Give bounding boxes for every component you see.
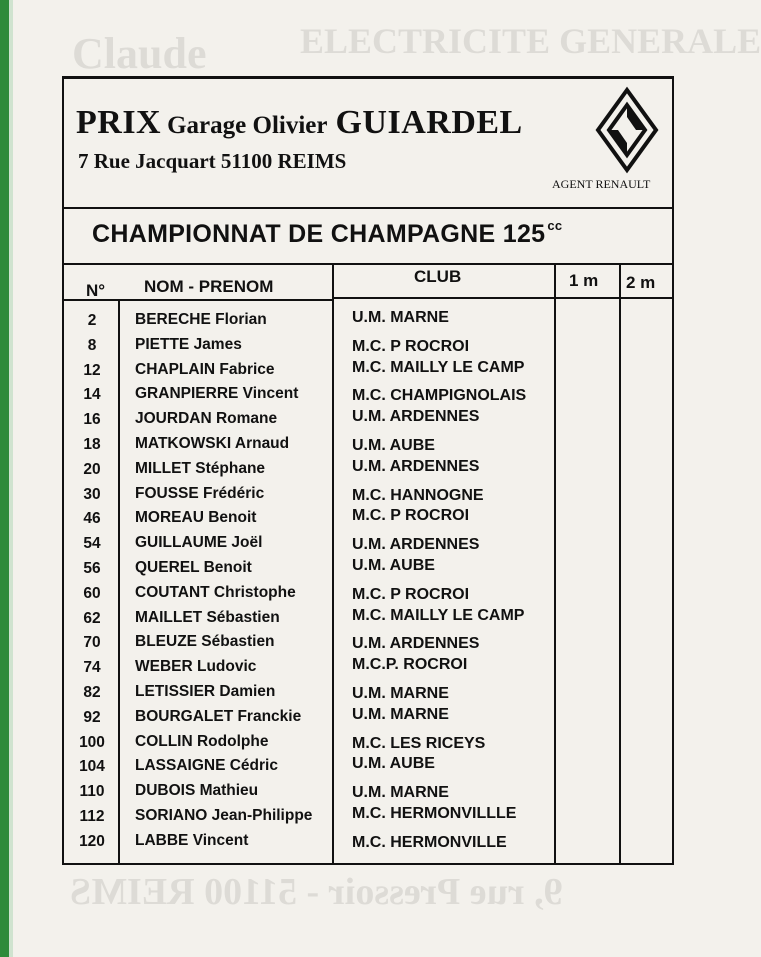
table-row xyxy=(64,485,672,509)
entry-name: MAILLET Sébastien xyxy=(135,609,280,626)
entry-num: 74 xyxy=(83,659,101,676)
entry-num: 110 xyxy=(79,783,105,800)
entry-name: CHAPLAIN Fabrice xyxy=(135,361,275,378)
engine-unit: cc xyxy=(547,218,563,233)
entry-num: 60 xyxy=(83,585,101,602)
table-row xyxy=(64,757,672,781)
entry-num: 104 xyxy=(79,758,105,775)
table-row xyxy=(64,559,672,583)
header-rule-right xyxy=(334,297,672,299)
table-row xyxy=(64,633,672,657)
entry-name: COUTANT Christophe xyxy=(135,584,296,601)
entry-club: U.M. MARNE xyxy=(352,309,449,326)
entry-club: U.M. MARNE xyxy=(352,784,449,801)
page-edge xyxy=(0,0,9,957)
table-row xyxy=(64,435,672,459)
entry-name: JOURDAN Romane xyxy=(135,410,278,427)
entry-name: GRANPIERRE Vincent xyxy=(135,385,299,402)
table-row xyxy=(64,609,672,633)
table-row xyxy=(64,361,672,385)
entry-club: M.C. LES RICEYS xyxy=(352,735,486,752)
table-row xyxy=(64,509,672,533)
show-through-bottom-ad: 9, rue Pressoir - 51100 REIMS xyxy=(70,871,563,913)
entry-club: M.C. P ROCROI xyxy=(352,338,470,355)
entry-club: M.C. HERMONVILLE xyxy=(352,834,507,851)
entry-club: M.C. MAILLY LE CAMP xyxy=(352,359,525,376)
entry-num: 2 xyxy=(87,312,97,329)
show-through-top-ad: ELECTRICITE GENERALE xyxy=(300,21,761,61)
entry-num: 82 xyxy=(83,684,101,701)
table-row xyxy=(64,584,672,608)
entry-club: U.M. ARDENNES xyxy=(352,635,480,652)
entry-num: 54 xyxy=(83,535,101,552)
entry-club: U.M. AUBE xyxy=(352,437,435,454)
entry-name: BERECHE Florian xyxy=(135,311,267,328)
entry-name: BLEUZE Sébastien xyxy=(135,633,275,650)
entry-num: 100 xyxy=(79,734,105,751)
entry-club: M.C. HERMONVILLLE xyxy=(352,805,517,822)
entry-club: U.M. AUBE xyxy=(352,557,435,574)
table-row xyxy=(64,534,672,558)
entry-club: M.C. P ROCROI xyxy=(352,507,470,524)
entry-name: PIETTE James xyxy=(135,336,242,353)
table-row xyxy=(64,460,672,484)
entry-name: QUEREL Benoit xyxy=(135,559,252,576)
entry-club: M.C. CHAMPIGNOLAIS xyxy=(352,387,527,404)
entry-name: WEBER Ludovic xyxy=(135,658,257,675)
sponsor-header xyxy=(64,79,672,209)
entry-club: M.C.P. ROCROI xyxy=(352,656,468,673)
entry-name: FOUSSE Frédéric xyxy=(135,485,265,502)
entry-name: MATKOWSKI Arnaud xyxy=(135,435,290,452)
entry-name: MOREAU Benoit xyxy=(135,509,257,526)
entry-num: 16 xyxy=(83,411,101,428)
entry-num: 120 xyxy=(79,833,105,850)
entry-num: 18 xyxy=(83,436,101,453)
entry-club: U.M. AUBE xyxy=(352,755,435,772)
entry-num: 92 xyxy=(83,709,101,726)
entry-num: 112 xyxy=(79,808,105,825)
entry-club: U.M. ARDENNES xyxy=(352,408,480,425)
entry-num: 20 xyxy=(83,461,101,478)
entry-name: DUBOIS Mathieu xyxy=(135,782,259,799)
entry-club: U.M. MARNE xyxy=(352,685,449,702)
table-row xyxy=(64,683,672,707)
entry-num: 8 xyxy=(87,337,97,354)
agent-label: AGENT RENAULT xyxy=(552,177,651,191)
col-header-club: CLUB xyxy=(414,267,462,286)
entry-club: M.C. MAILLY LE CAMP xyxy=(352,607,525,624)
entry-num: 62 xyxy=(83,610,101,627)
entry-name: LASSAIGNE Cédric xyxy=(135,757,278,774)
entry-num: 14 xyxy=(83,386,101,403)
entry-num: 46 xyxy=(83,510,101,527)
championship-title-band xyxy=(64,207,672,265)
entry-name: COLLIN Rodolphe xyxy=(135,733,269,750)
entry-name: BOURGALET Franckie xyxy=(135,708,302,725)
entry-num: 30 xyxy=(83,486,101,503)
entry-club: U.M. MARNE xyxy=(352,706,449,723)
table-row xyxy=(64,733,672,757)
col-header-num: N° xyxy=(86,281,106,300)
entry-name: LABBE Vincent xyxy=(135,832,249,849)
entry-club: M.C. HANNOGNE xyxy=(352,487,484,504)
col-header-2m: 2 m xyxy=(626,273,656,292)
entry-num: 70 xyxy=(83,634,101,651)
table-row xyxy=(64,807,672,831)
table-row xyxy=(64,658,672,682)
entry-num: 12 xyxy=(83,362,101,379)
championship-title xyxy=(92,220,562,249)
entry-club: M.C. P ROCROI xyxy=(352,586,470,603)
renault-diamond-icon xyxy=(594,87,660,173)
entry-name: MILLET Stéphane xyxy=(135,460,266,477)
entry-club: U.M. ARDENNES xyxy=(352,536,480,553)
table-row xyxy=(64,311,672,335)
table-row xyxy=(64,385,672,409)
entry-club: U.M. ARDENNES xyxy=(352,458,480,475)
table-row xyxy=(64,832,672,856)
garage-label: Garage Olivier xyxy=(167,112,328,139)
table-row xyxy=(64,708,672,732)
table-row xyxy=(64,410,672,434)
entry-list-sheet xyxy=(62,76,674,865)
entry-num: 56 xyxy=(83,560,101,577)
sponsor-line xyxy=(76,104,523,142)
show-through-top-name: Claude xyxy=(72,29,207,78)
col-header-name: NOM - PRENOM xyxy=(144,277,274,296)
entry-name: SORIANO Jean-Philippe xyxy=(135,807,313,824)
entry-name: LETISSIER Damien xyxy=(135,683,276,700)
prix-label: PRIX xyxy=(76,104,162,141)
table-row xyxy=(64,782,672,806)
sponsor-address: 7 Rue Jacquart 51100 REIMS xyxy=(78,149,347,173)
col-header-1m: 1 m xyxy=(569,271,599,290)
header-rule-left xyxy=(64,299,334,301)
championship-title-text: CHAMPIONNAT DE CHAMPAGNE 125 xyxy=(92,220,546,248)
entry-name: GUILLAUME Joël xyxy=(135,534,263,551)
owner-name: GUIARDEL xyxy=(335,104,523,141)
table-row xyxy=(64,336,672,360)
